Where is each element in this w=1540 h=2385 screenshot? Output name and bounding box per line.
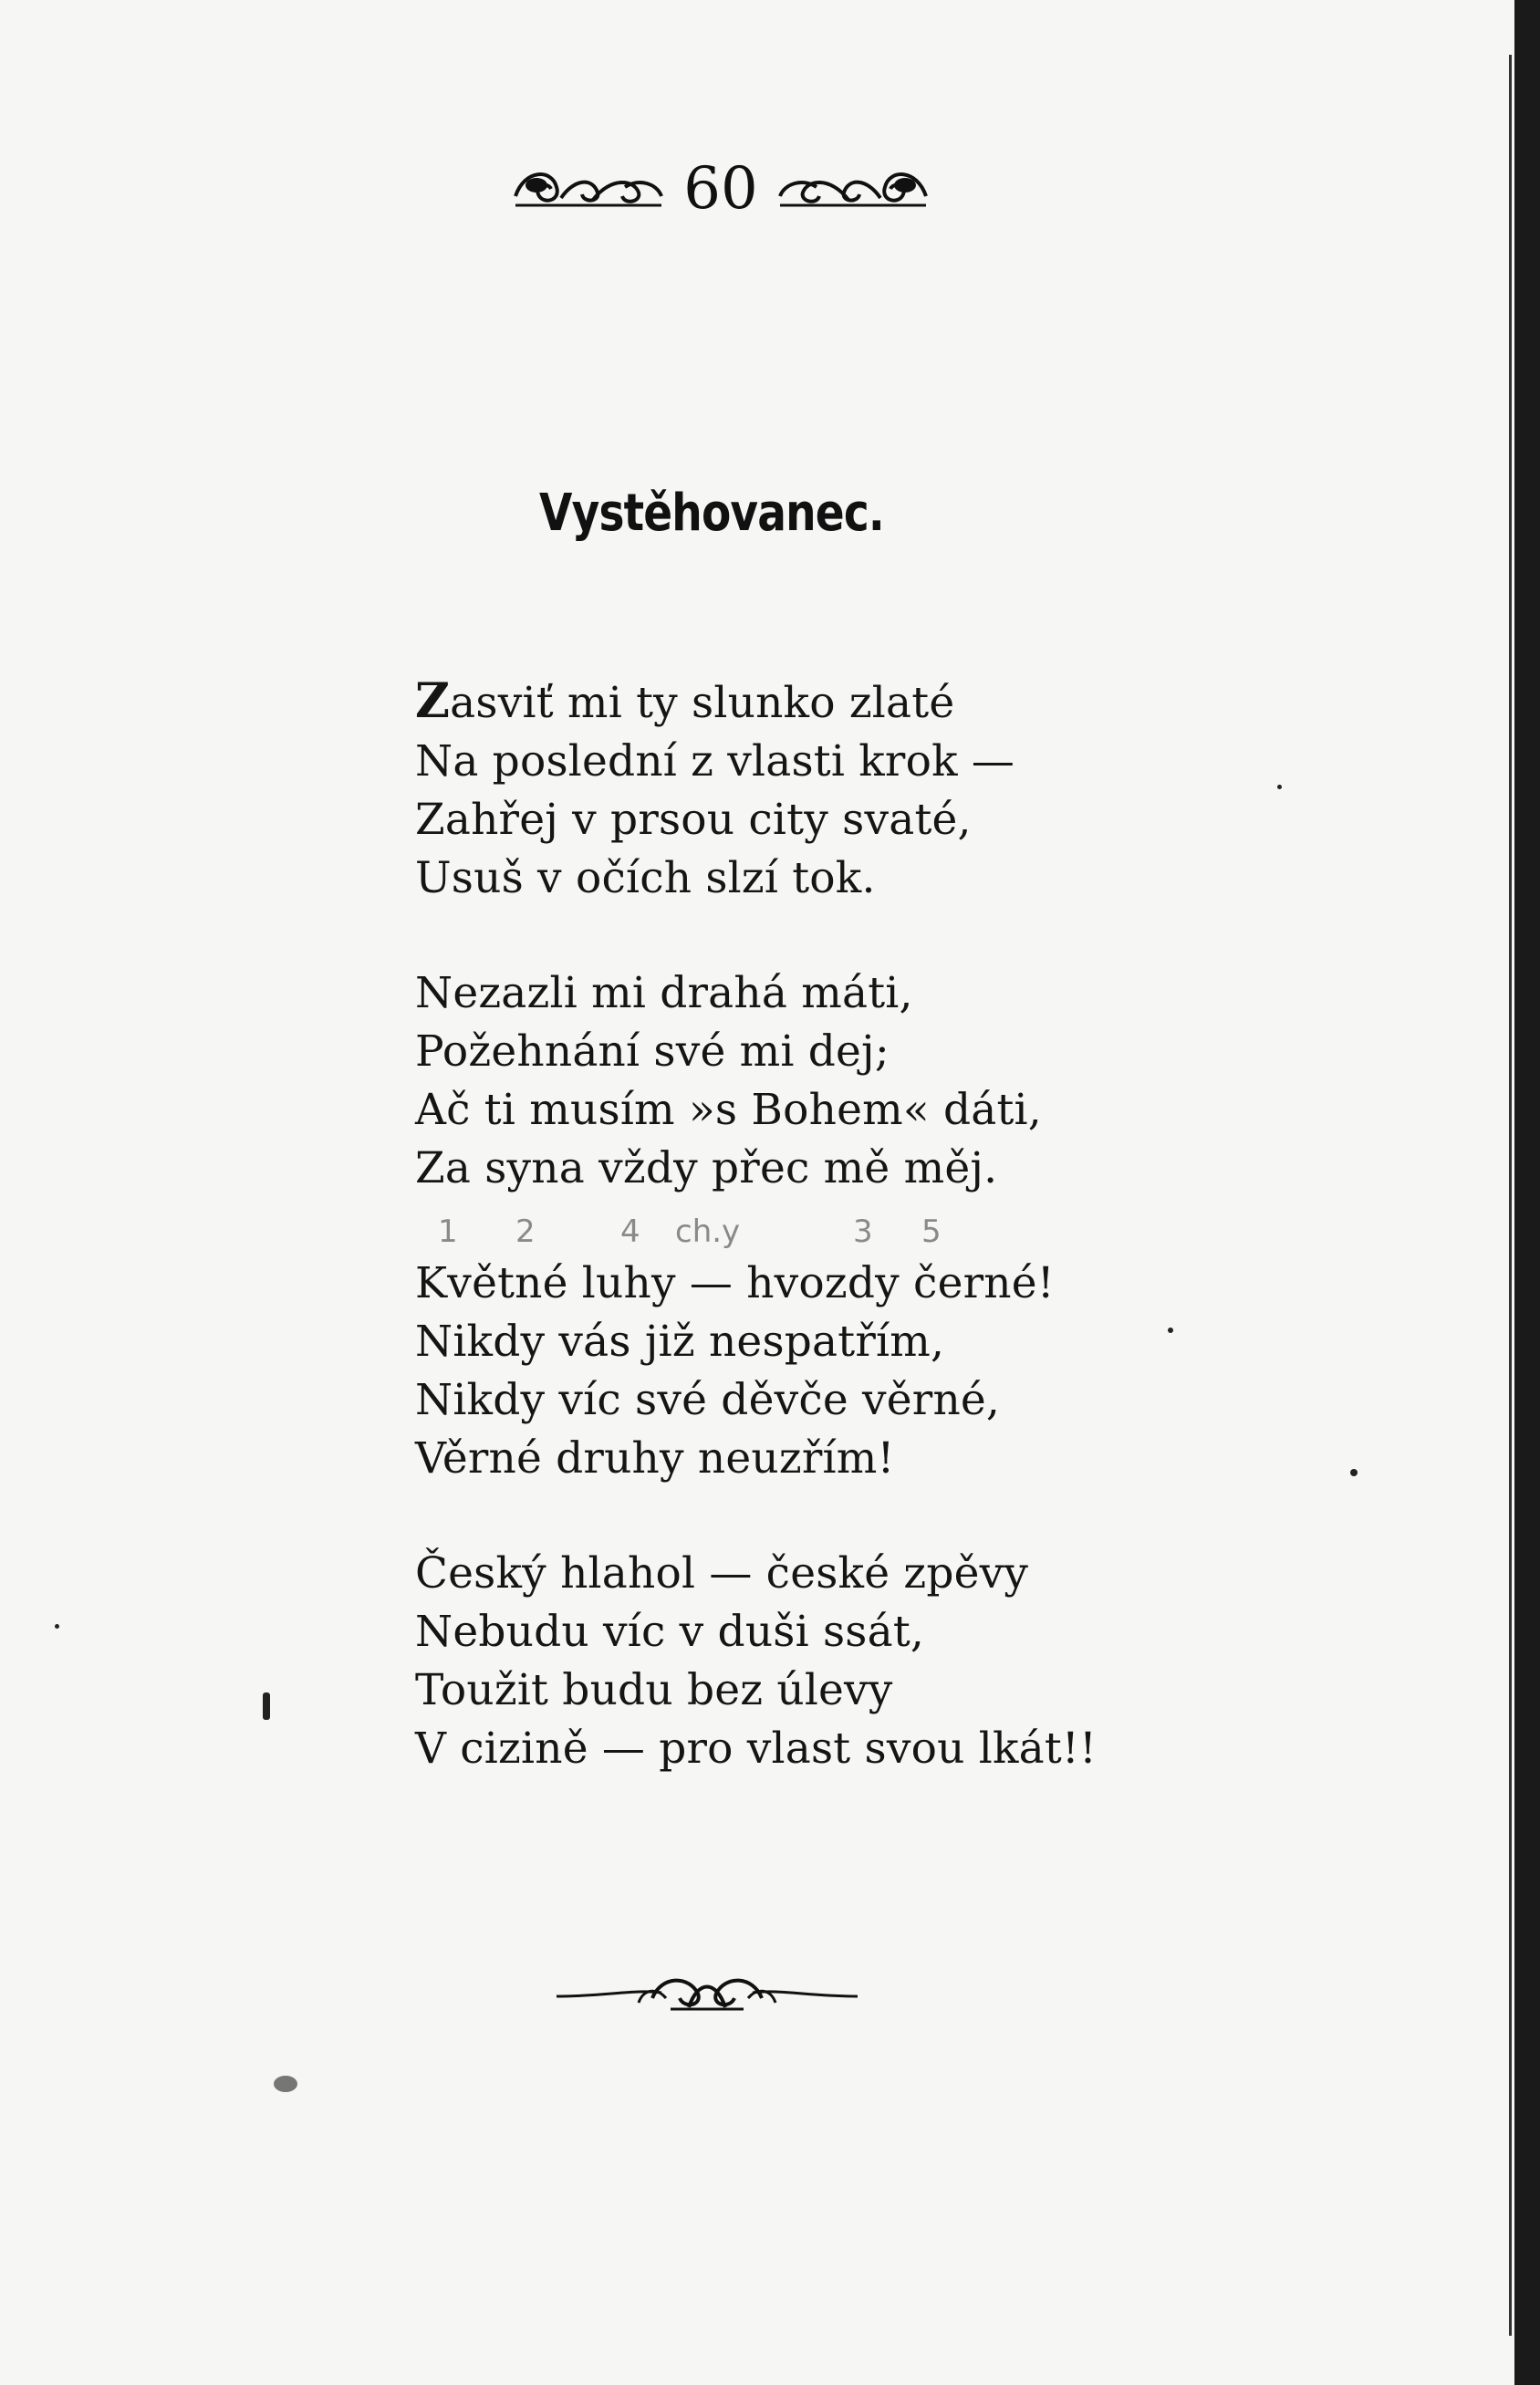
poem-line: Na poslední z vlasti krok — [415, 736, 1015, 786]
pencil-mark: 3 [853, 1213, 873, 1250]
pencil-mark: 5 [921, 1213, 942, 1250]
poem-line [415, 672, 1236, 733]
poem-line: Nikdy víc své děvče věrné, [415, 1375, 1001, 1425]
page-number: 60 [683, 155, 758, 223]
pencil-mark: 1 [438, 1213, 458, 1250]
binding-shadow [1509, 55, 1512, 2336]
drop-cap: Z [415, 673, 451, 729]
ink-speck [1168, 1328, 1173, 1333]
stanza [415, 672, 1236, 908]
poem-line: Za syna vždy přec mě měj. [415, 1143, 998, 1193]
stanza [415, 964, 1236, 1198]
poem-title: Vystěhovanec. [539, 484, 884, 543]
poem-line: Nezazli mi drahá máti, [415, 968, 913, 1018]
stanza [415, 1255, 1236, 1488]
poem-line: Toužit budu bez úlevy [415, 1665, 893, 1715]
line-text: asviť mi ty slunko zlaté [450, 678, 955, 728]
stanza [415, 1545, 1236, 1778]
ink-speck [1277, 785, 1282, 789]
poem-line: Květné luhy — hvozdy černé! [415, 1258, 1055, 1308]
pencil-mark: 4 [620, 1213, 640, 1250]
poem-line: Zahřej v prsou city svaté, [415, 795, 972, 845]
poem-line: Nebudu víc v duši ssát, [415, 1607, 925, 1657]
poem-line: Nikdy vás již nespatřím, [415, 1317, 945, 1367]
floral-vignette-icon [511, 160, 666, 214]
binding-edge [1514, 0, 1540, 2385]
poem-line: Ač ti musím »s Bohem« dáti, [415, 1085, 1042, 1135]
ink-speck [274, 2076, 297, 2092]
pencil-annotations [429, 1213, 976, 1277]
pencil-mark: ch.y [675, 1213, 741, 1250]
poem-line: Věrné druhy neuzřím! [415, 1433, 895, 1484]
ornamental-tailpiece-icon [552, 1962, 862, 2026]
poem-line: Usuš v očích slzí tok. [415, 853, 876, 903]
floral-vignette-icon [775, 160, 931, 214]
page-header [511, 151, 931, 233]
ink-speck [55, 1624, 59, 1629]
pencil-mark: 2 [515, 1213, 536, 1250]
poem-line: Požehnání své mi dej; [415, 1026, 890, 1077]
ink-speck [1350, 1469, 1358, 1476]
poem-line: Český hlahol — české zpěvy [415, 1548, 1029, 1599]
ink-speck [263, 1692, 270, 1720]
poem-line: V cizině — pro vlast svou lkát!! [415, 1724, 1098, 1774]
